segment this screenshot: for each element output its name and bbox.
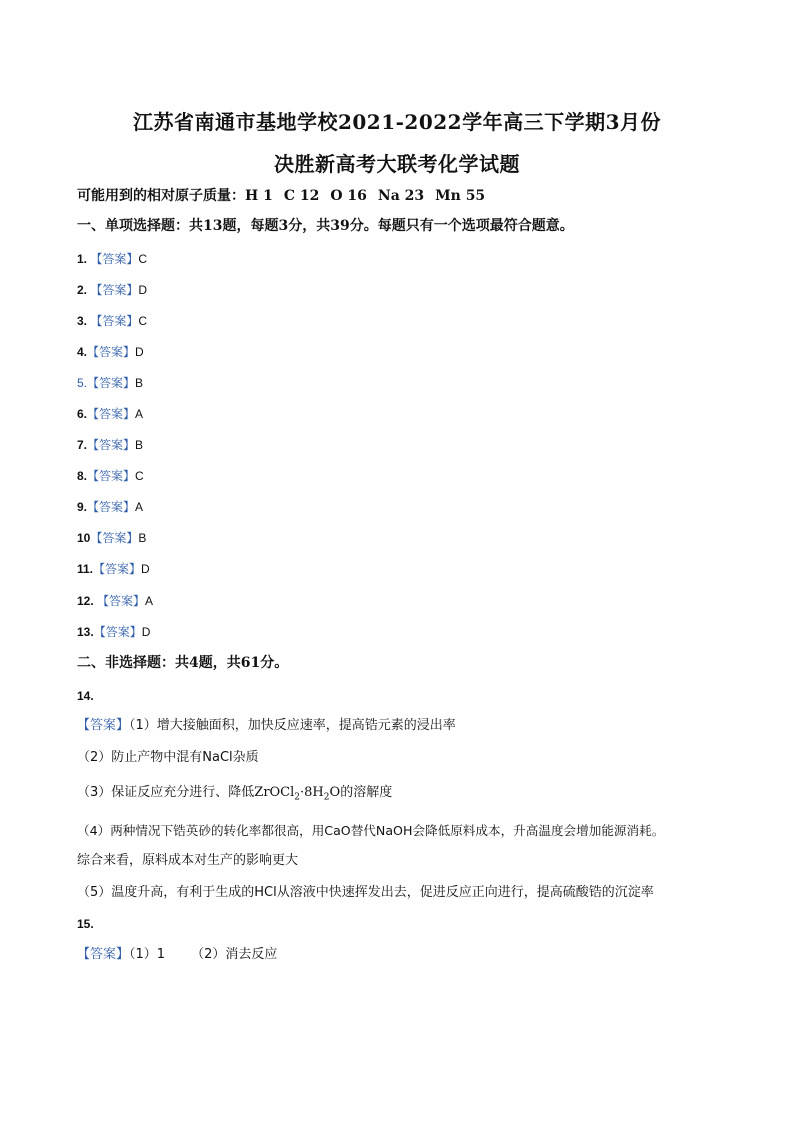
answer-value: D — [141, 562, 150, 576]
answer-row — [77, 624, 150, 640]
answer-row — [77, 593, 153, 609]
q14-answer-5: （5）温度升高，有利于生成的HCl从溶液中快速挥发出去，促进反应正向进行，提高硫酸锆的沉淀率 — [77, 885, 654, 900]
question-number: 4. — [77, 345, 88, 359]
answer-tag: 【答案】 — [77, 718, 130, 733]
question-number: 5. — [77, 376, 88, 390]
answer-tag: 【答案】 — [87, 376, 136, 390]
question-number: 3. — [77, 314, 88, 328]
answer-tag: 【答案】 — [97, 594, 146, 608]
question-number: 11. — [77, 562, 94, 576]
answer-tag: 【答案】 — [90, 314, 139, 328]
q14-part-3-post: 的溶解度 — [340, 785, 393, 800]
answer-tag: 【答案】 — [77, 947, 130, 962]
question-number: 12. — [77, 594, 94, 608]
answer-row — [77, 561, 150, 577]
section-1-heading: 一、单项选择题：共13题，每题3分，共39分。每题只有一个选项最符合题意。 — [77, 218, 574, 234]
q14-number: 14. — [77, 689, 94, 703]
question-number: 1. — [77, 252, 88, 266]
answer-value: A — [145, 594, 154, 608]
answer-row — [77, 437, 143, 453]
answer-row — [77, 530, 146, 546]
answer-tag: 【答案】 — [87, 500, 136, 514]
answer-value: B — [135, 376, 144, 390]
answer-value: C — [138, 252, 148, 266]
atomic-mass-mn: Mn 55 — [435, 188, 486, 204]
q14-part-1: （1）增大接触面积，加快反应速率，提高锆元素的浸出率 — [129, 718, 456, 733]
q15-part-1: （1）1 — [129, 947, 166, 962]
question-number: 2. — [77, 283, 88, 297]
question-number: 9. — [77, 500, 88, 514]
zrocl2-formula: $ZrOCl_2\cdot 8H_2O$ — [254, 785, 341, 803]
answer-tag: 【答案】 — [87, 469, 136, 483]
atomic-mass-h: H 1 — [245, 188, 273, 204]
q14-answer-1 — [77, 718, 456, 734]
q14-answer-4b: 综合来看，原料成本对生产的影响更大 — [77, 853, 299, 868]
section-2-heading: 二、非选择题：共4题，共61分。 — [77, 655, 289, 671]
question-number: 8. — [77, 469, 88, 483]
atomic-mass-o: O 16 — [330, 188, 367, 204]
answer-value: B — [135, 438, 144, 452]
answer-row — [77, 282, 147, 298]
answer-value: D — [141, 625, 151, 639]
q14-answer-3 — [77, 785, 392, 806]
q14-part-3-pre: （3）保证反应充分进行、降低 — [77, 785, 255, 800]
answer-row — [77, 313, 147, 329]
q15-part-2: （2）消去反应 — [191, 947, 278, 962]
title-line-2: 决胜新高考大联考化学试题 — [274, 152, 520, 176]
answer-value: D — [138, 283, 148, 297]
answer-row — [77, 468, 144, 484]
answer-value: C — [138, 314, 148, 328]
question-number: 10 — [77, 531, 91, 545]
q14-answer-2: （2）防止产物中混有NaCl杂质 — [77, 750, 259, 765]
atomic-mass-line — [77, 188, 496, 204]
q14-answer-4: （4）两种情况下锆英砂的转化率都很高，用CaO替代NaOH会降低原料成本，升高温度会增加能源消耗。 — [77, 823, 665, 838]
atomic-mass-c: C 12 — [283, 188, 320, 204]
answer-row — [77, 375, 143, 391]
answer-tag: 【答案】 — [90, 252, 139, 266]
answer-value: C — [135, 469, 144, 483]
answer-value: D — [135, 345, 144, 359]
answer-tag: 【答案】 — [90, 283, 139, 297]
answer-tag: 【答案】 — [87, 407, 136, 421]
answer-row — [77, 344, 144, 360]
question-number: 13. — [77, 625, 94, 639]
answer-tag: 【答案】 — [93, 625, 142, 639]
atomic-mass-na: Na 23 — [377, 188, 425, 204]
question-number: 6. — [77, 407, 88, 421]
answer-tag: 【答案】 — [93, 562, 142, 576]
q15-answer — [77, 947, 277, 963]
answer-row — [77, 406, 143, 422]
answer-tag: 【答案】 — [90, 531, 139, 545]
answer-tag: 【答案】 — [87, 345, 136, 359]
title-line-1: 江苏省南通市基地学校2021-2022学年高三下学期3月份 — [132, 110, 662, 134]
atomic-mass-label: 可能用到的相对原子质量： — [77, 188, 245, 204]
answer-row — [77, 499, 143, 515]
q15-number: 15. — [77, 917, 94, 931]
answer-tag: 【答案】 — [87, 438, 136, 452]
answer-value: B — [138, 531, 147, 545]
answer-value: A — [135, 407, 144, 421]
answer-value: A — [135, 500, 144, 514]
question-number: 7. — [77, 438, 88, 452]
answer-row — [77, 251, 147, 267]
